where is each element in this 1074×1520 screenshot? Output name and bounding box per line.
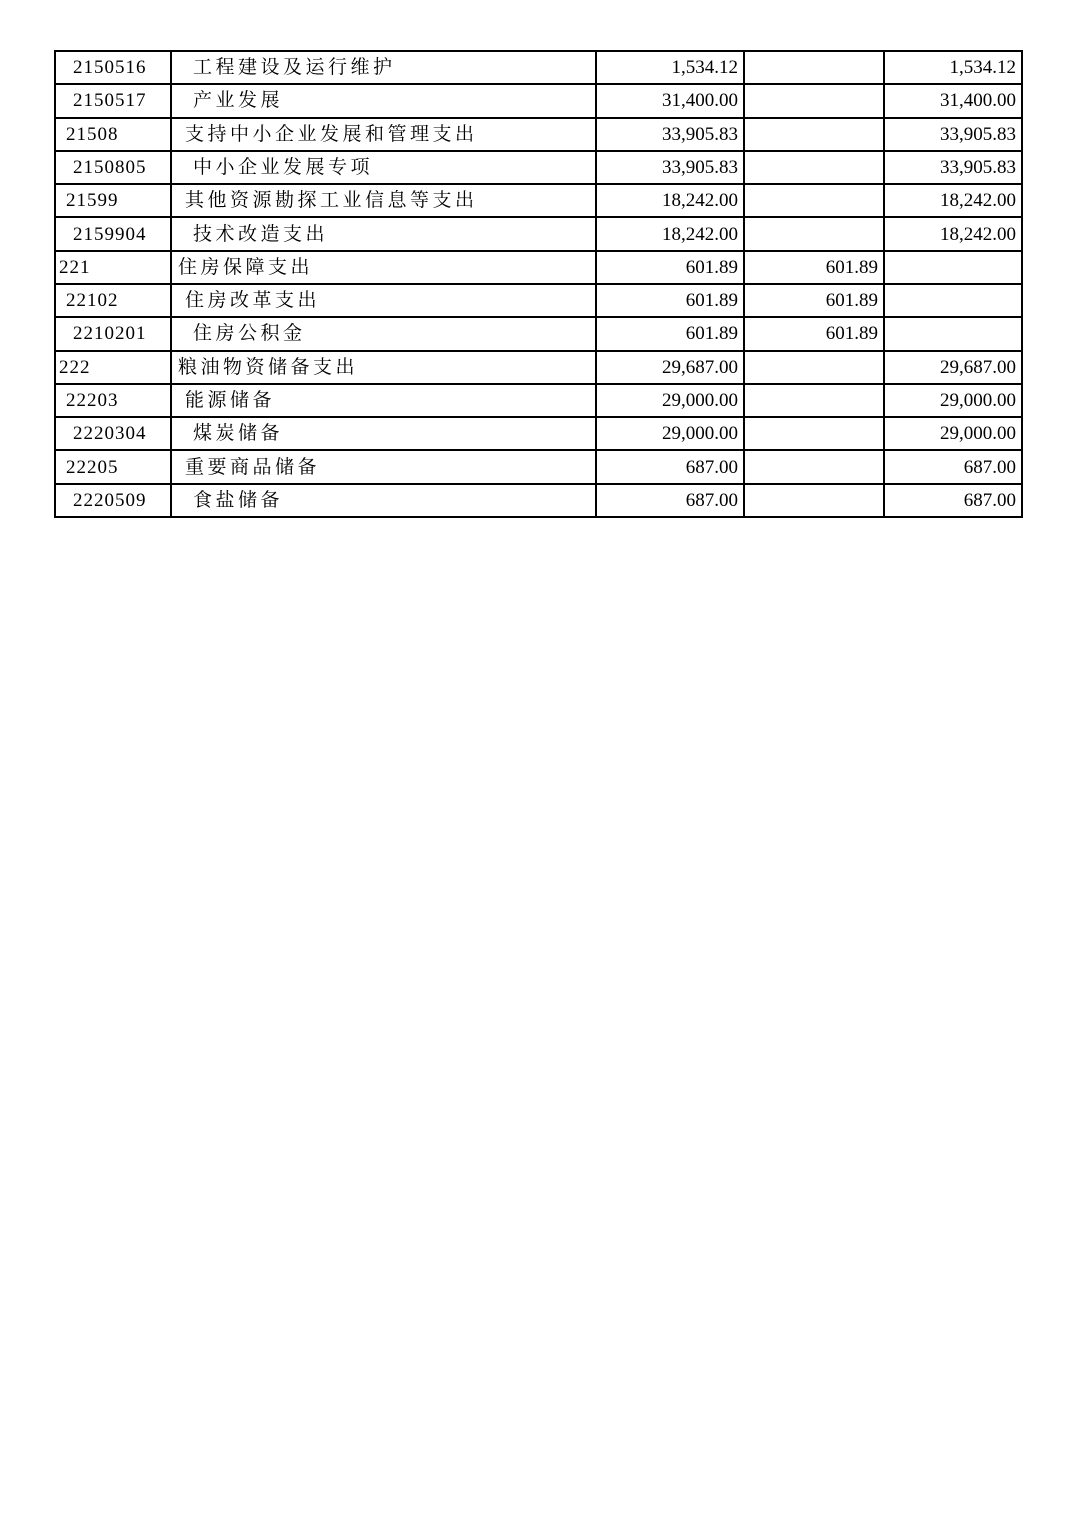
amount-cell [744,184,884,217]
code-cell: 221 [55,251,171,284]
description-cell: 其他资源勘探工业信息等支出 [171,184,596,217]
table-row [55,351,1022,384]
code-cell: 222 [55,351,171,384]
table-row [55,251,1022,284]
amount-cell [884,251,1022,284]
amount-cell [744,217,884,250]
table-row [55,384,1022,417]
amount-cell: 601.89 [744,251,884,284]
code-cell: 22203 [55,384,171,417]
table-row [55,51,1022,84]
code-cell: 2150805 [55,151,171,184]
description-cell: 能源储备 [171,384,596,417]
table-row [55,450,1022,483]
amount-cell [744,450,884,483]
amount-cell [744,484,884,517]
amount-cell: 601.89 [744,317,884,350]
amount-cell: 29,000.00 [884,384,1022,417]
table-row [55,217,1022,250]
table-row [55,317,1022,350]
code-cell: 2220509 [55,484,171,517]
table-row [55,184,1022,217]
amount-cell: 29,000.00 [884,417,1022,450]
code-cell: 21508 [55,118,171,151]
code-cell: 2159904 [55,217,171,250]
amount-cell: 33,905.83 [596,151,744,184]
code-cell: 2150516 [55,51,171,84]
amount-cell: 33,905.83 [596,118,744,151]
amount-cell: 1,534.12 [884,51,1022,84]
amount-cell: 31,400.00 [596,84,744,117]
description-cell: 煤炭储备 [171,417,596,450]
amount-cell: 29,000.00 [596,417,744,450]
description-cell: 工程建设及运行维护 [171,51,596,84]
table-row [55,484,1022,517]
amount-cell: 687.00 [596,484,744,517]
description-cell: 住房改革支出 [171,284,596,317]
amount-cell: 601.89 [596,317,744,350]
budget-table [54,50,1023,518]
amount-cell [744,151,884,184]
amount-cell [884,317,1022,350]
description-cell: 技术改造支出 [171,217,596,250]
table-row [55,151,1022,184]
description-cell: 中小企业发展专项 [171,151,596,184]
amount-cell: 601.89 [596,251,744,284]
amount-cell: 31,400.00 [884,84,1022,117]
amount-cell [884,284,1022,317]
amount-cell: 33,905.83 [884,151,1022,184]
code-cell: 2210201 [55,317,171,350]
amount-cell [744,417,884,450]
description-cell: 重要商品储备 [171,450,596,483]
description-cell: 住房公积金 [171,317,596,350]
budget-table-body [55,51,1022,517]
amount-cell: 29,000.00 [596,384,744,417]
amount-cell: 601.89 [596,284,744,317]
description-cell: 住房保障支出 [171,251,596,284]
amount-cell: 18,242.00 [596,184,744,217]
amount-cell: 18,242.00 [596,217,744,250]
amount-cell: 33,905.83 [884,118,1022,151]
description-cell: 粮油物资储备支出 [171,351,596,384]
amount-cell [744,351,884,384]
amount-cell: 1,534.12 [596,51,744,84]
description-cell: 食盐储备 [171,484,596,517]
amount-cell: 29,687.00 [596,351,744,384]
description-cell: 产业发展 [171,84,596,117]
description-cell: 支持中小企业发展和管理支出 [171,118,596,151]
amount-cell [744,118,884,151]
table-row [55,417,1022,450]
table-row [55,118,1022,151]
amount-cell: 687.00 [596,450,744,483]
amount-cell [744,51,884,84]
amount-cell: 687.00 [884,450,1022,483]
amount-cell: 29,687.00 [884,351,1022,384]
amount-cell: 18,242.00 [884,184,1022,217]
table-row [55,84,1022,117]
amount-cell [744,84,884,117]
amount-cell: 18,242.00 [884,217,1022,250]
table-row [55,284,1022,317]
amount-cell [744,384,884,417]
amount-cell: 687.00 [884,484,1022,517]
code-cell: 22102 [55,284,171,317]
code-cell: 21599 [55,184,171,217]
code-cell: 2220304 [55,417,171,450]
amount-cell: 601.89 [744,284,884,317]
code-cell: 2150517 [55,84,171,117]
code-cell: 22205 [55,450,171,483]
